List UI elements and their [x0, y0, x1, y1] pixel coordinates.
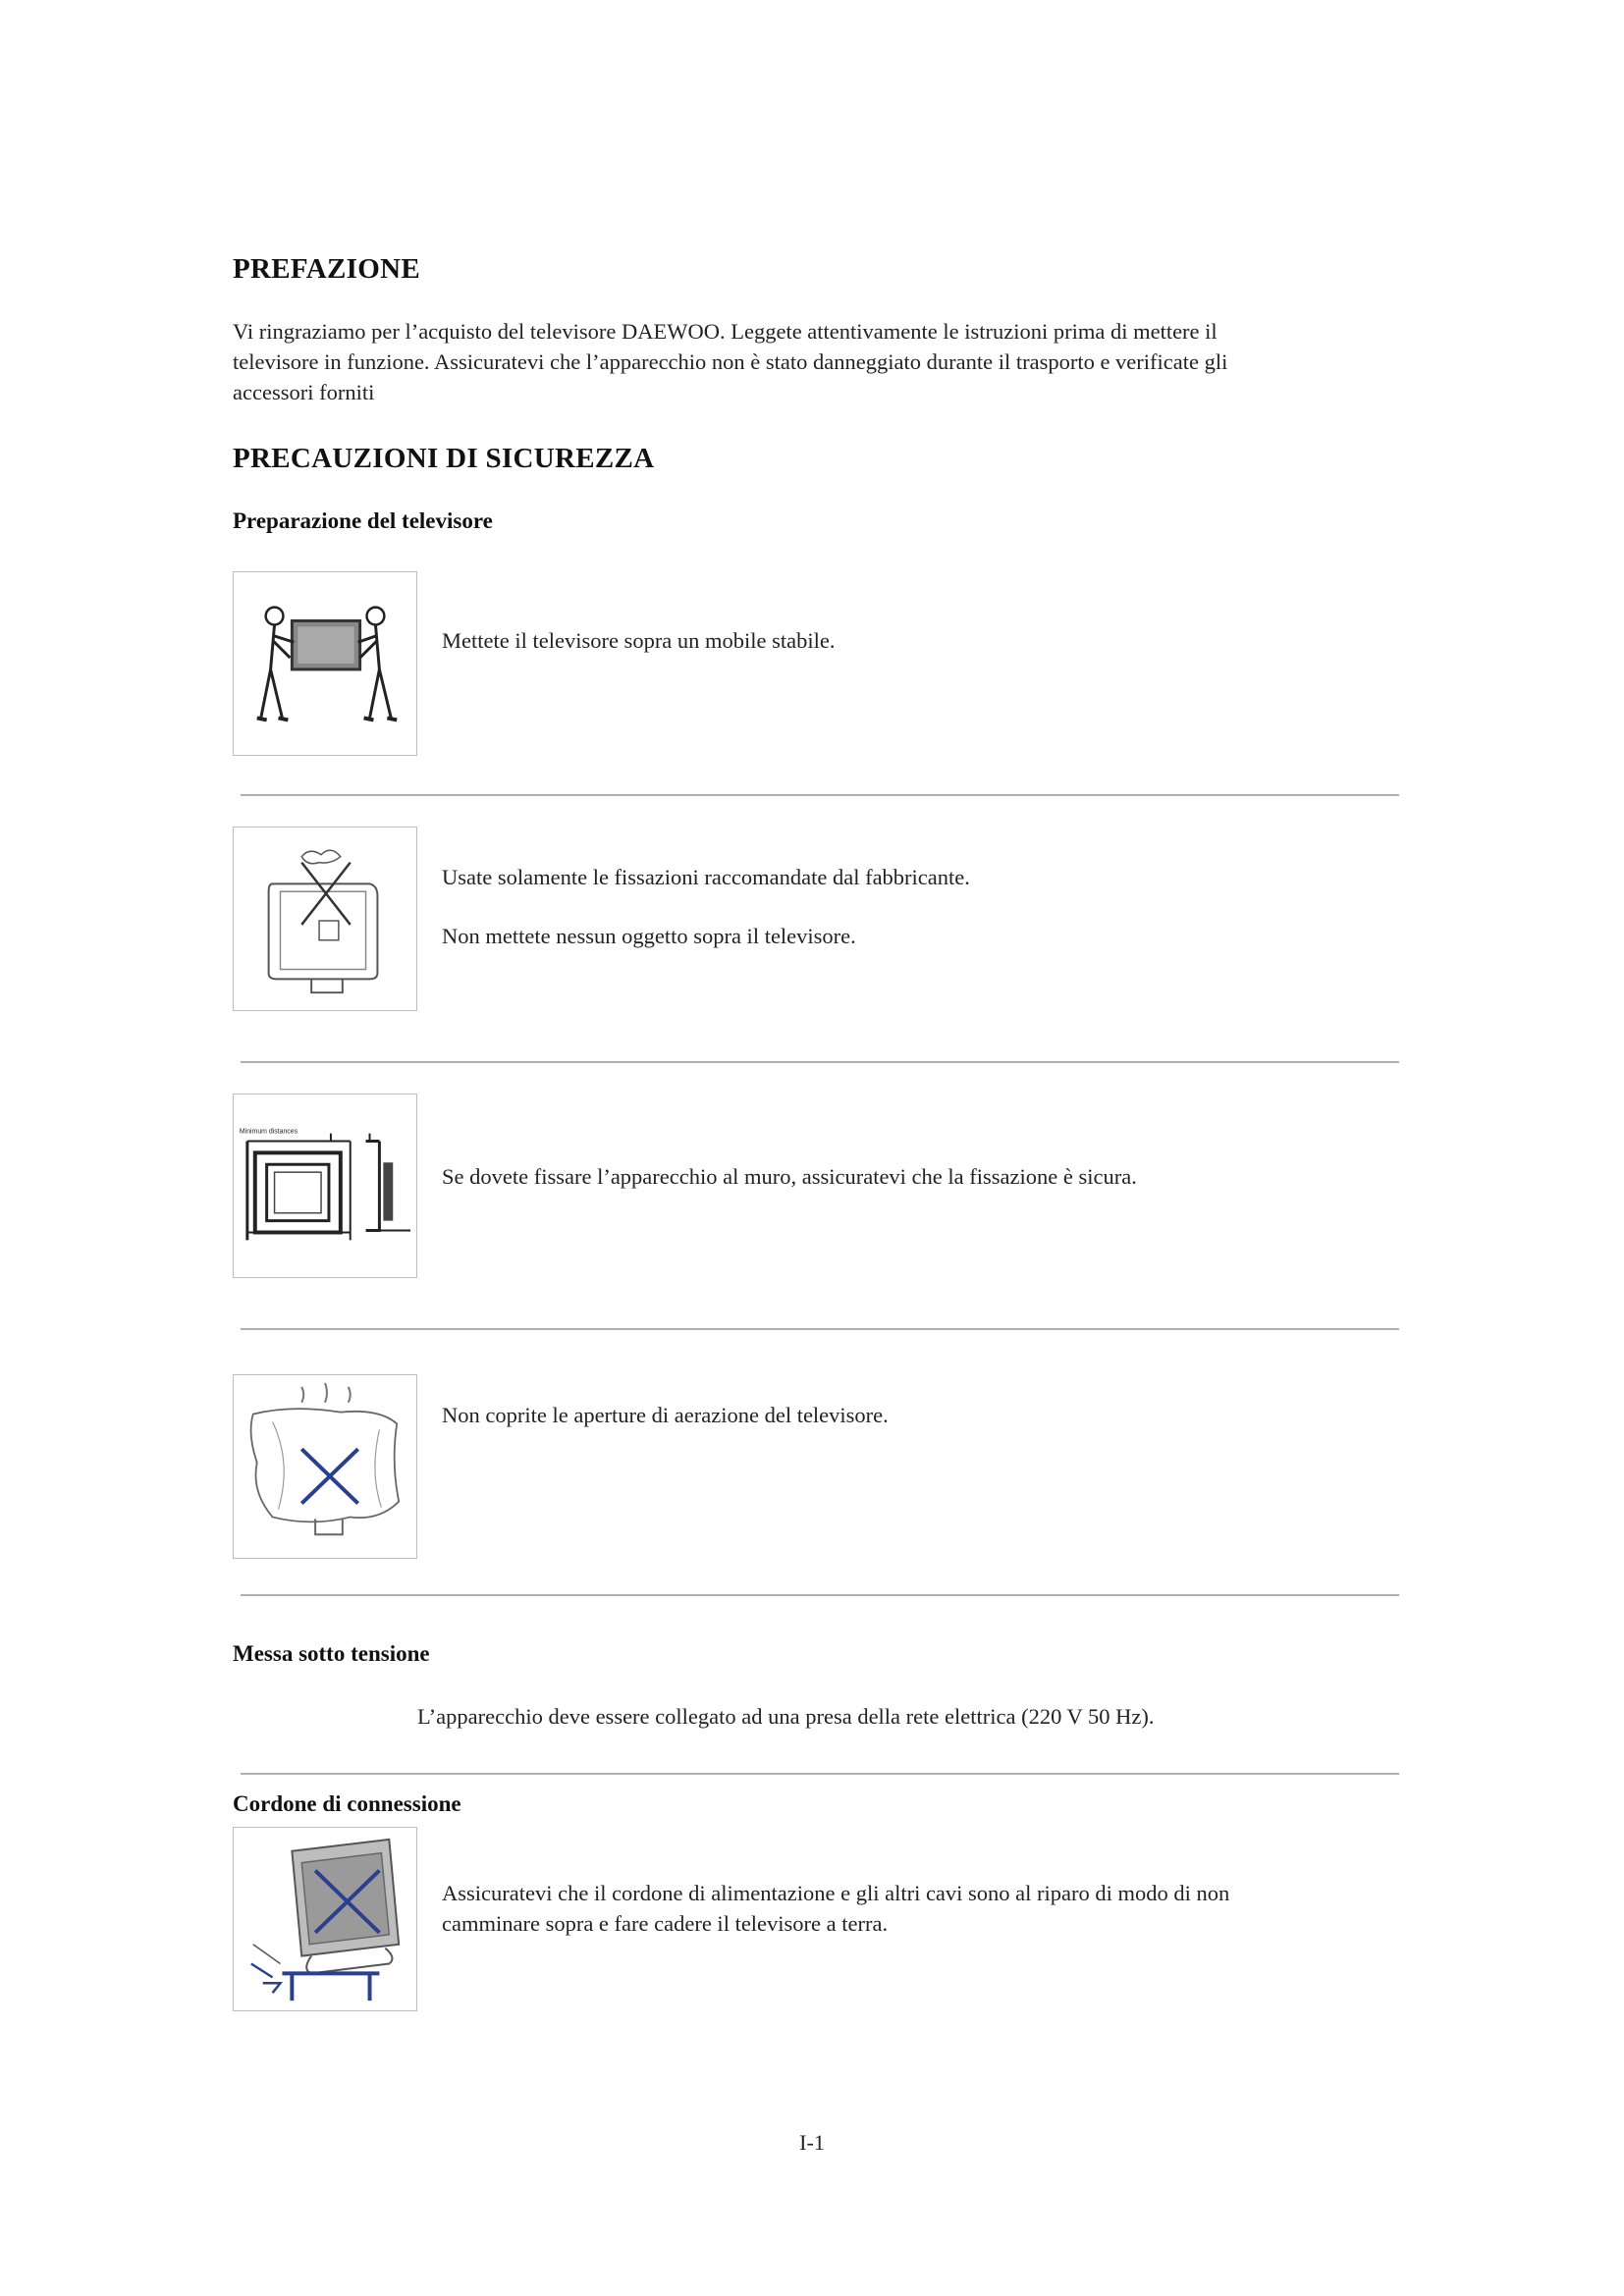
power-text: L’apparecchio deve essere collegato ad una presa della rete elettrica (220 V 50 Hz).	[417, 1704, 1155, 1729]
divider	[241, 1328, 1399, 1330]
cord-heading: Cordone di connessione	[233, 1791, 461, 1816]
cord-text-line: Assicuratevi che il cordone di alimentazione e gli altri cavi sono al riparo di modo di non	[442, 1881, 1230, 1905]
item-text: Se dovete fissare l’apparecchio al muro, assicuratevi che la fissazione è sicura.	[442, 1164, 1137, 1189]
preface-line: televisore in funzione. Assicuratevi che l’apparecchio non è stato danneggiato durante il trasporto e verificate gli	[233, 349, 1228, 374]
preparation-heading: Preparazione del televisore	[233, 508, 493, 533]
wall-mount-distance-icon	[233, 1094, 417, 1278]
item-text: Non coprite le aperture di aerazione del televisore.	[442, 1403, 889, 1427]
preface-line: Vi ringraziamo per l’acquisto del televisore DAEWOO. Leggete attentivamente le istruzioni prima di mettere il	[233, 319, 1218, 344]
no-objects-on-tv-icon	[233, 827, 417, 1011]
divider	[241, 1594, 1399, 1596]
preface-line: accessori forniti	[233, 380, 375, 404]
divider	[241, 794, 1399, 796]
item-text: Usate solamente le fissazioni raccomandate dal fabbricante.	[442, 865, 970, 889]
divider	[241, 1773, 1399, 1775]
power-heading: Messa sotto tensione	[233, 1641, 430, 1666]
divider	[241, 1061, 1399, 1063]
two-people-carrying-tv-icon	[233, 571, 417, 756]
item-text: Mettete il televisore sopra un mobile stabile.	[442, 628, 836, 653]
wall-figure-label: Minimum distances	[239, 1128, 298, 1136]
page-number: I-1	[799, 2130, 825, 2155]
cord-text-line: camminare sopra e fare cadere il televisore a terra.	[442, 1911, 889, 1936]
cable-trip-hazard-icon	[233, 1827, 417, 2011]
preface-title: PREFAZIONE	[233, 253, 420, 285]
do-not-cover-vents-icon	[233, 1374, 417, 1559]
preface-paragraph	[233, 316, 1411, 407]
safety-title: PRECAUZIONI DI SICUREZZA	[233, 443, 655, 474]
item-text: Non mettete nessun oggetto sopra il televisore.	[442, 924, 856, 948]
